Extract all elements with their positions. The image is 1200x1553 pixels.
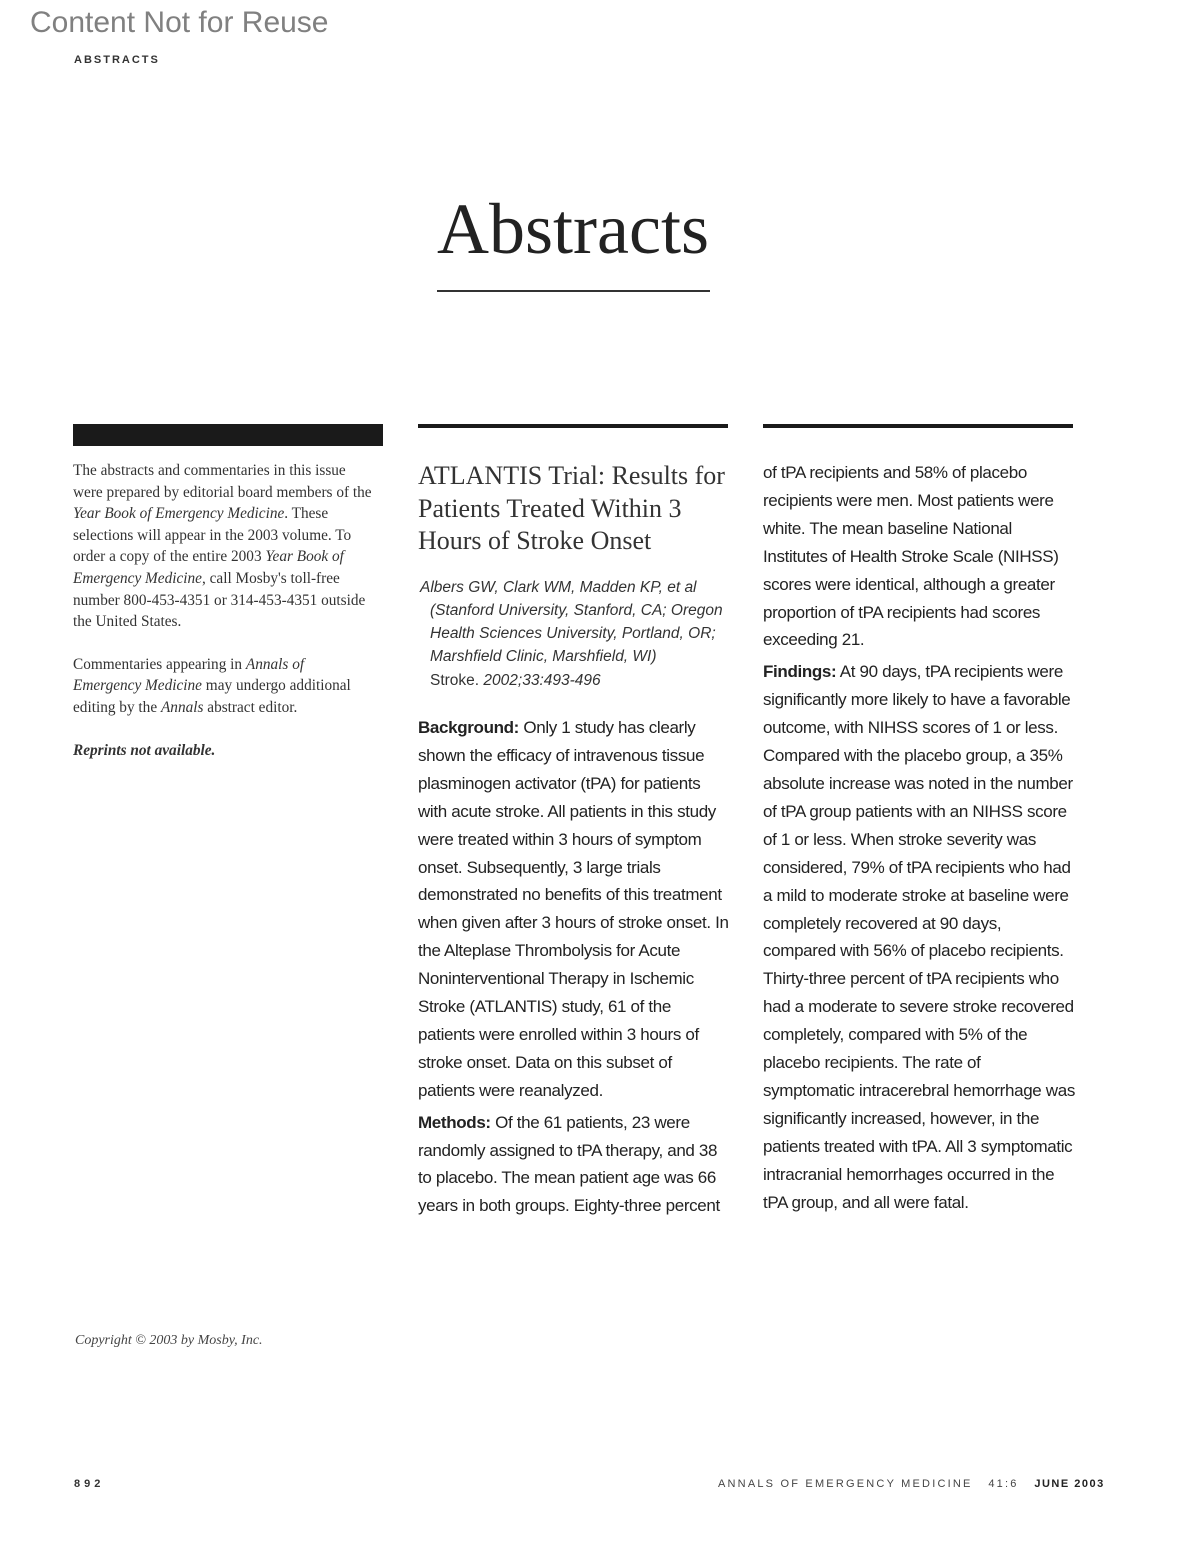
section-text: At 90 days, tPA recipients were significantly more likely to have a favorable outcome, with NIHSS scores of 1 or less. Compared with the placebo group, a 35% absolute increase was noted in the number of tPA group patients with an NIHSS score of 1 or less. When stroke severity was considered, 79% of tPA recipients who had a mild to moderate stroke at baseline were completely recovered at 90 days, compared with 56% of placebo recipients. Thirty-three percent of tPA recipients who had a moderate to severe stroke recovered completely, compared with 5% of the placebo recipients. The rate of symptomatic intracerebral hemorrhage was significantly increased, however, in the patients treated with tPA. All 3 symptomatic intracranial hemorrhages occurred in the tPA group, and all were fatal. [763, 662, 1075, 1212]
section-text: Of the 61 patients, 23 were randomly assigned to tPA therapy, and 38 to placebo. The mean patient age was 66 years in both groups. Eighty-three percent [418, 1112, 720, 1216]
journal-title: Annals [160, 698, 204, 716]
citation [430, 669, 738, 692]
copyright: Copyright © 2003 by Mosby, Inc. [75, 1333, 263, 1348]
commentary-paragraph [73, 654, 373, 719]
journal-name: ANNALS OF EMERGENCY MEDICINE [718, 1478, 973, 1490]
journal-name: Stroke. [430, 671, 480, 689]
watermark: Content Not for Reuse [30, 6, 329, 39]
page-number: 892 [74, 1478, 105, 1490]
background-section [418, 714, 730, 1105]
methods-continued: of tPA recipients and 58% of placebo recipients were men. Most patients were white. The mean baseline National Institutes of Health Stroke Scale (NIHSS) scores were identical, although a greater proportion of tPA recipients had scores exceeding 21. [763, 463, 1059, 650]
middle-column-rule [418, 424, 728, 428]
book-title: Year Book of Emergency Medicine [73, 548, 344, 587]
section-label: Background: [418, 717, 519, 737]
intro-paragraph [73, 460, 373, 633]
methods-section [418, 1109, 730, 1221]
citation-details: 2002;33:493-496 [483, 671, 601, 689]
running-head: ABSTRACTS [74, 54, 160, 66]
title-rule [437, 290, 710, 292]
text: may undergo additional editing by the [73, 677, 351, 716]
journal-footer [718, 1478, 1105, 1490]
article-body-right [763, 459, 1075, 1220]
author-list: Albers GW, Clark WM, Madden KP, et al [420, 578, 697, 596]
left-column-bar [73, 424, 383, 446]
text: The abstracts and commentaries in this issue were prepared by editorial board members of the [73, 462, 372, 501]
text: abstract editor. [203, 698, 298, 716]
affiliation: (Stanford University, Stanford, CA; Oregon Health Sciences University, Portland, OR; Marshfield Clinic, Marshfield, WI) [430, 601, 723, 666]
article-authors [420, 576, 730, 669]
book-title: Year Book of Emergency Medicine [73, 505, 285, 523]
article-title: ATLANTIS Trial: Results for Patients Treated Within 3 Hours of Stroke Onset [418, 461, 725, 555]
journal-title: Annals of Emergency Medicine [73, 655, 305, 695]
article-body-middle [418, 714, 730, 1220]
issue-date: JUNE 2003 [1034, 1478, 1105, 1490]
text: Commentaries appearing in [73, 655, 246, 673]
section-text: Only 1 study has clearly shown the efficacy of intravenous tissue plasminogen activator (tPA) for patients with acute stroke. All patients in this study were treated within 3 hours of symptom onset. Subsequently, 3 large trials demonstrated no benefits of this treatment when given after 3 hours of stroke onset. In the Alteplase Thrombolysis for Acute Noninterventional Therapy in Ischemic Stroke (ATLANTIS) study, 61 of the patients were enrolled within 3 hours of stroke onset. Data on this subset of patients were reanalyzed. [418, 717, 729, 1100]
volume: 41:6 [988, 1478, 1019, 1490]
page-title: Abstracts [437, 189, 709, 269]
text: . These selections will appear in the 2003 volume. To order a copy of the entire 2003 [73, 505, 352, 566]
findings-section [763, 658, 1075, 1216]
section-label: Findings: [763, 662, 837, 682]
middle-column [418, 460, 738, 1224]
right-column-rule [763, 424, 1073, 428]
editorial-note [73, 460, 373, 782]
reprints-note: Reprints not available. [73, 741, 216, 759]
section-label: Methods: [418, 1112, 491, 1132]
text: , call Mosby's toll-free number 800-453-4351 or 314-453-4351 outside the United States. [73, 569, 366, 631]
